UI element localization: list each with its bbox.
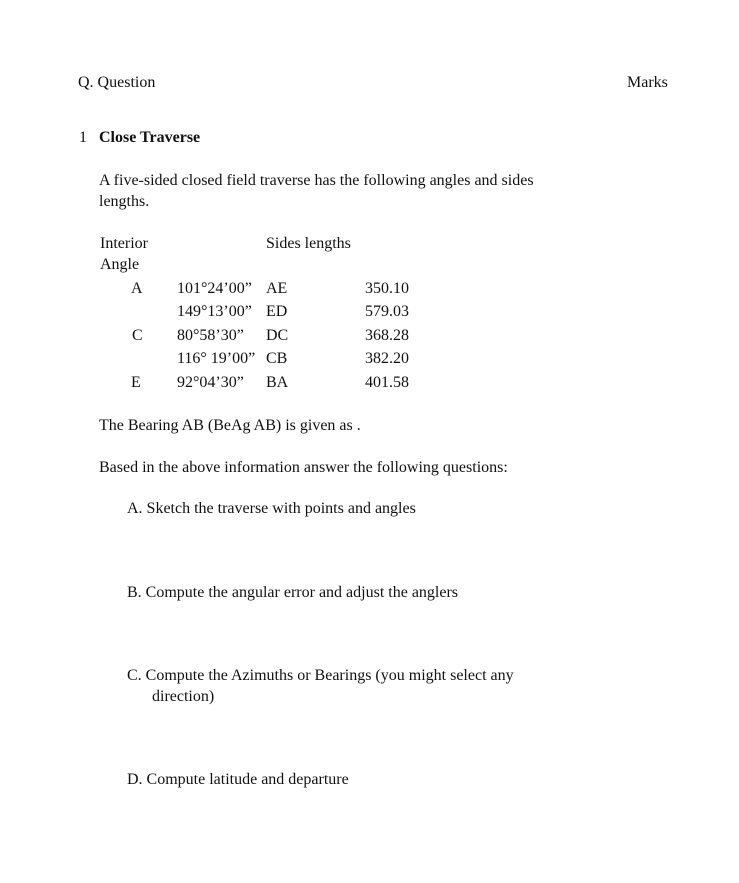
table-cell-side: DC <box>266 327 289 344</box>
table-cell-length: 579.03 <box>365 303 409 320</box>
table-cell-angle: 116° 19’00” <box>177 350 256 367</box>
bearing-statement: The Bearing AB (BeAg AB) is given as . <box>99 417 361 434</box>
table-cell-point: A <box>131 280 143 297</box>
task-d: D. Compute latitude and departure <box>127 771 349 788</box>
table-cell-side: CB <box>266 350 288 367</box>
task-c-line-2: direction) <box>152 688 215 705</box>
table-cell-angle: 101°24’00” <box>177 280 252 297</box>
table-header-angle: Angle <box>100 256 140 273</box>
instruction-statement: Based in the above information answer the following questions: <box>99 459 508 476</box>
question-title: Close Traverse <box>99 129 201 146</box>
table-cell-length: 382.20 <box>365 350 409 367</box>
table-cell-length: 401.58 <box>365 374 409 391</box>
table-cell-angle: 80°58’30” <box>177 327 244 344</box>
intro-line-1: A five-sided closed field traverse has the following angles and sides <box>99 172 534 189</box>
table-cell-point: C <box>132 327 143 344</box>
table-cell-length: 368.28 <box>365 327 409 344</box>
table-header-interior: Interior <box>100 235 148 252</box>
table-cell-point: E <box>131 374 141 391</box>
marks-column-header: Marks <box>627 74 668 91</box>
task-c-line-1: C. Compute the Azimuths or Bearings (you might select any <box>127 667 514 684</box>
table-cell-side: BA <box>266 374 289 391</box>
table-cell-angle: 92°04’30” <box>177 374 244 391</box>
table-cell-side: AE <box>266 280 288 297</box>
table-header-sides-lengths: Sides lengths <box>266 235 351 252</box>
task-a: A. Sketch the traverse with points and angles <box>127 500 416 517</box>
question-number: 1 <box>79 129 87 146</box>
question-column-header: Q. Question <box>78 74 156 91</box>
task-b: B. Compute the angular error and adjust the anglers <box>127 584 459 601</box>
table-cell-length: 350.10 <box>365 280 409 297</box>
intro-line-2: lengths. <box>99 193 150 210</box>
table-cell-side: ED <box>266 303 288 320</box>
table-cell-angle: 149°13’00” <box>177 303 252 320</box>
